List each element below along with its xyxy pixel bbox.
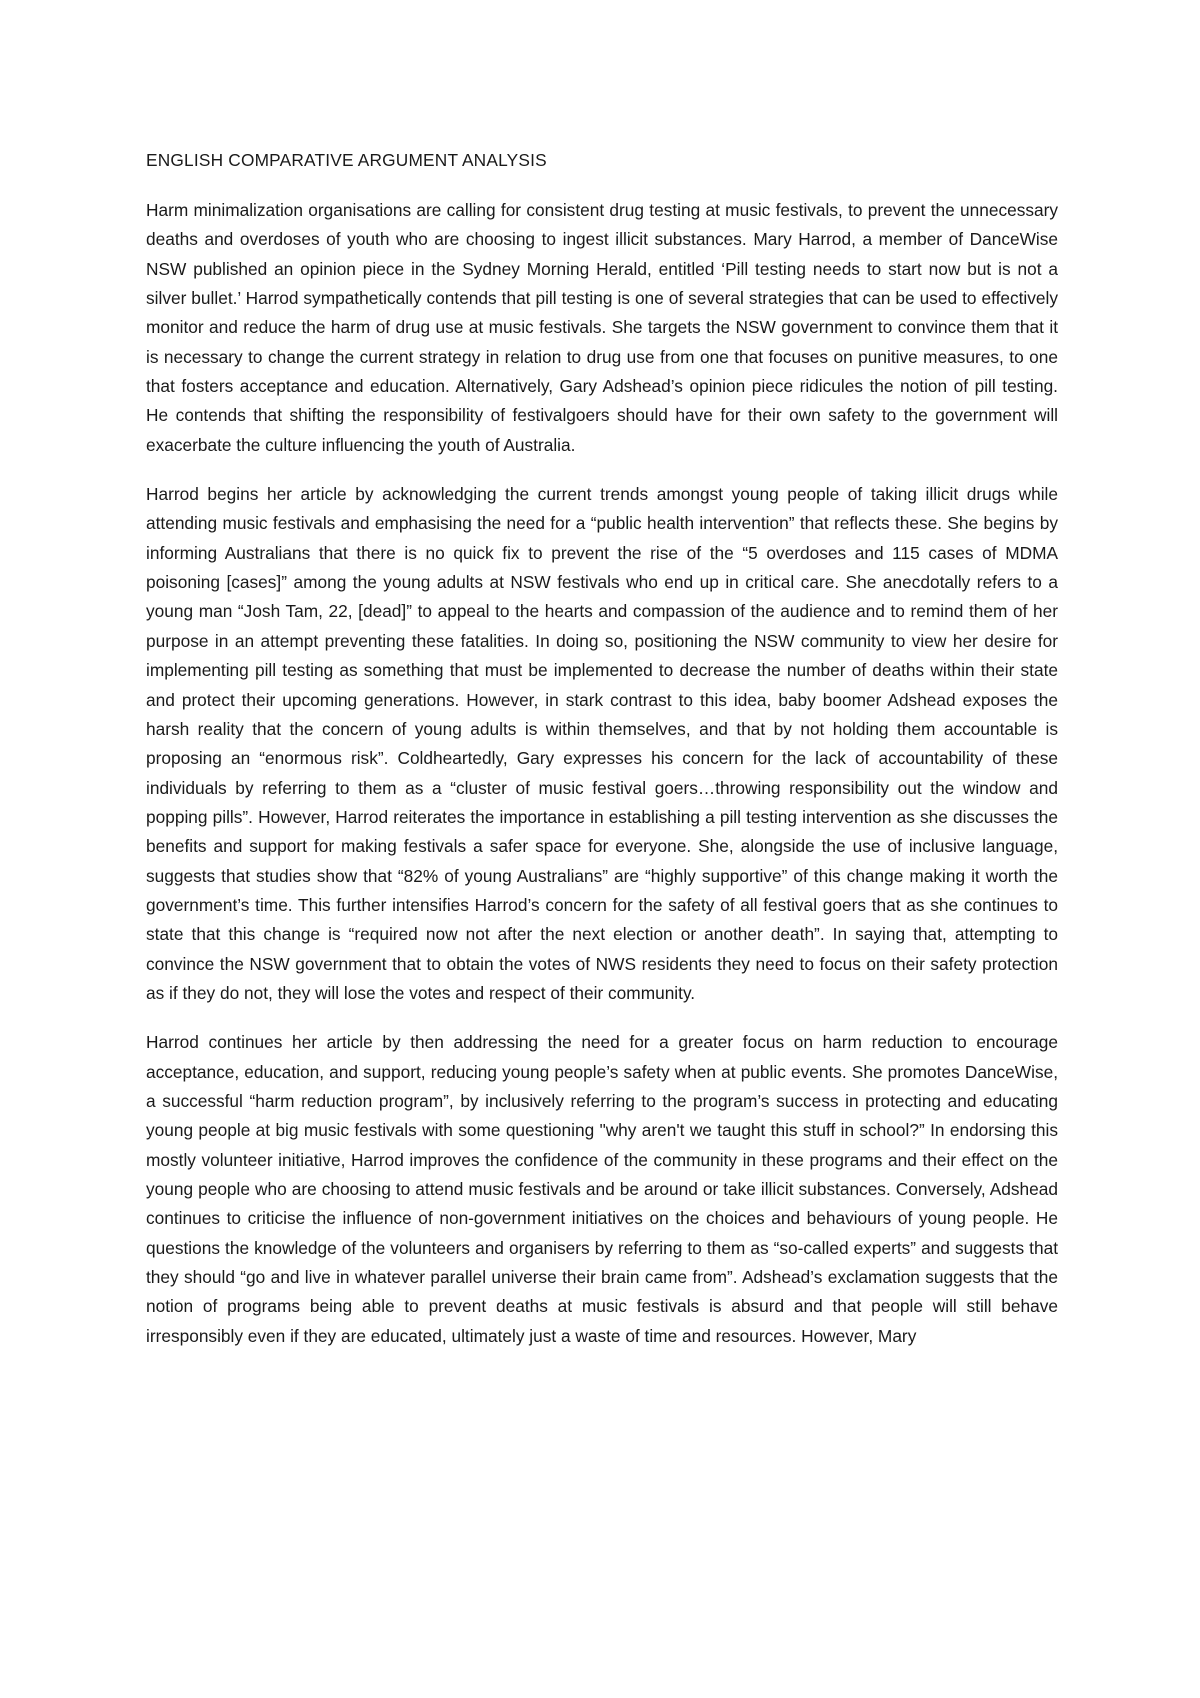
document-title: ENGLISH COMPARATIVE ARGUMENT ANALYSIS (146, 150, 547, 170)
paragraph-body-1: Harrod begins her article by acknowledging the current trends amongst young people of taking illicit drugs while attending music festivals and emphasising the need for a “public health intervention” that reflects these. She begins by informing Australians that there is no quick fix to prevent the rise of the “5 overdoses and 115 cases of MDMA poisoning [cases]” among the young adults at NSW festivals who end up in critical care. She anecdotally refers to a young man “Josh Tam, 22, [dead]” to appeal to the hearts and compassion of the audience and to remind them of her purpose in an attempt preventing these fatalities. In doing so, positioning the NSW community to view her desire for implementing pill testing as something that must be implemented to decrease the number of deaths within their state and protect their upcoming generations. However, in stark contrast to this idea, baby boomer Adshead exposes the harsh reality that the concern of young adults is within themselves, and that by not holding them accountable is proposing an “enormous risk”. Coldheartedly, Gary expresses his concern for the lack of accountability of these individuals by referring to them as a “cluster of music festival goers…throwing responsibility out the window and popping pills”. However, Harrod reiterates the importance in establishing a pill testing intervention as she discusses the benefits and support for making festivals a safer space for everyone. She, alongside the use of inclusive language, suggests that studies show that “82% of young Australians” are “highly supportive” of this change making it worth the government’s time. This further intensifies Harrod’s concern for the safety of all festival goers that as she continues to state that this change is “required now not after the next election or another death”. In saying that, attempting to convince the NSW government that to obtain the votes of NWS residents they need to focus on their safety protection as if they do not, they will lose the votes and respect of their community. (146, 484, 1058, 1003)
paragraph-introduction: Harm minimalization organisations are calling for consistent drug testing at music festivals, to prevent the unnecessary deaths and overdoses of youth who are choosing to ingest illicit substances. Mary Harrod, a member of DanceWise NSW published an opinion piece in the Sydney Morning Herald, entitled ‘Pill testing needs to start now but is not a silver bullet.’ Harrod sympathetically contends that pill testing is one of several strategies that can be used to effectively monitor and reduce the harm of drug use at music festivals. She targets the NSW government to convince them that it is necessary to change the current strategy in relation to drug use from one that focuses on punitive measures, to one that fosters acceptance and education. Alternatively, Gary Adshead’s opinion piece ridicules the notion of pill testing. He contends that shifting the responsibility of festivalgoers should have for their own safety to the government will exacerbate the culture influencing the youth of Australia. (146, 200, 1058, 455)
paragraph-body-2: Harrod continues her article by then addressing the need for a greater focus on harm reduction to encourage acceptance, education, and support, reducing young people’s safety when at public events. She promotes DanceWise, a successful “harm reduction program”, by inclusively referring to the program’s success in protecting and educating young people at big music festivals with some questioning "why aren't we taught this stuff in school?” In endorsing this mostly volunteer initiative, Harrod improves the confidence of the community in these programs and their effect on the young people who are choosing to attend music festivals and be around or take illicit substances. Conversely, Adshead continues to criticise the influence of non-government initiatives on the choices and behaviours of young people. He questions the knowledge of the volunteers and organisers by referring to them as “so-called experts” and suggests that they should “go and live in whatever parallel universe their brain came from”. Adshead’s exclamation suggests that the notion of programs being able to prevent deaths at music festivals is absurd and that people will still behave irresponsibly even if they are educated, ultimately just a waste of time and resources. However, Mary (146, 1032, 1058, 1346)
